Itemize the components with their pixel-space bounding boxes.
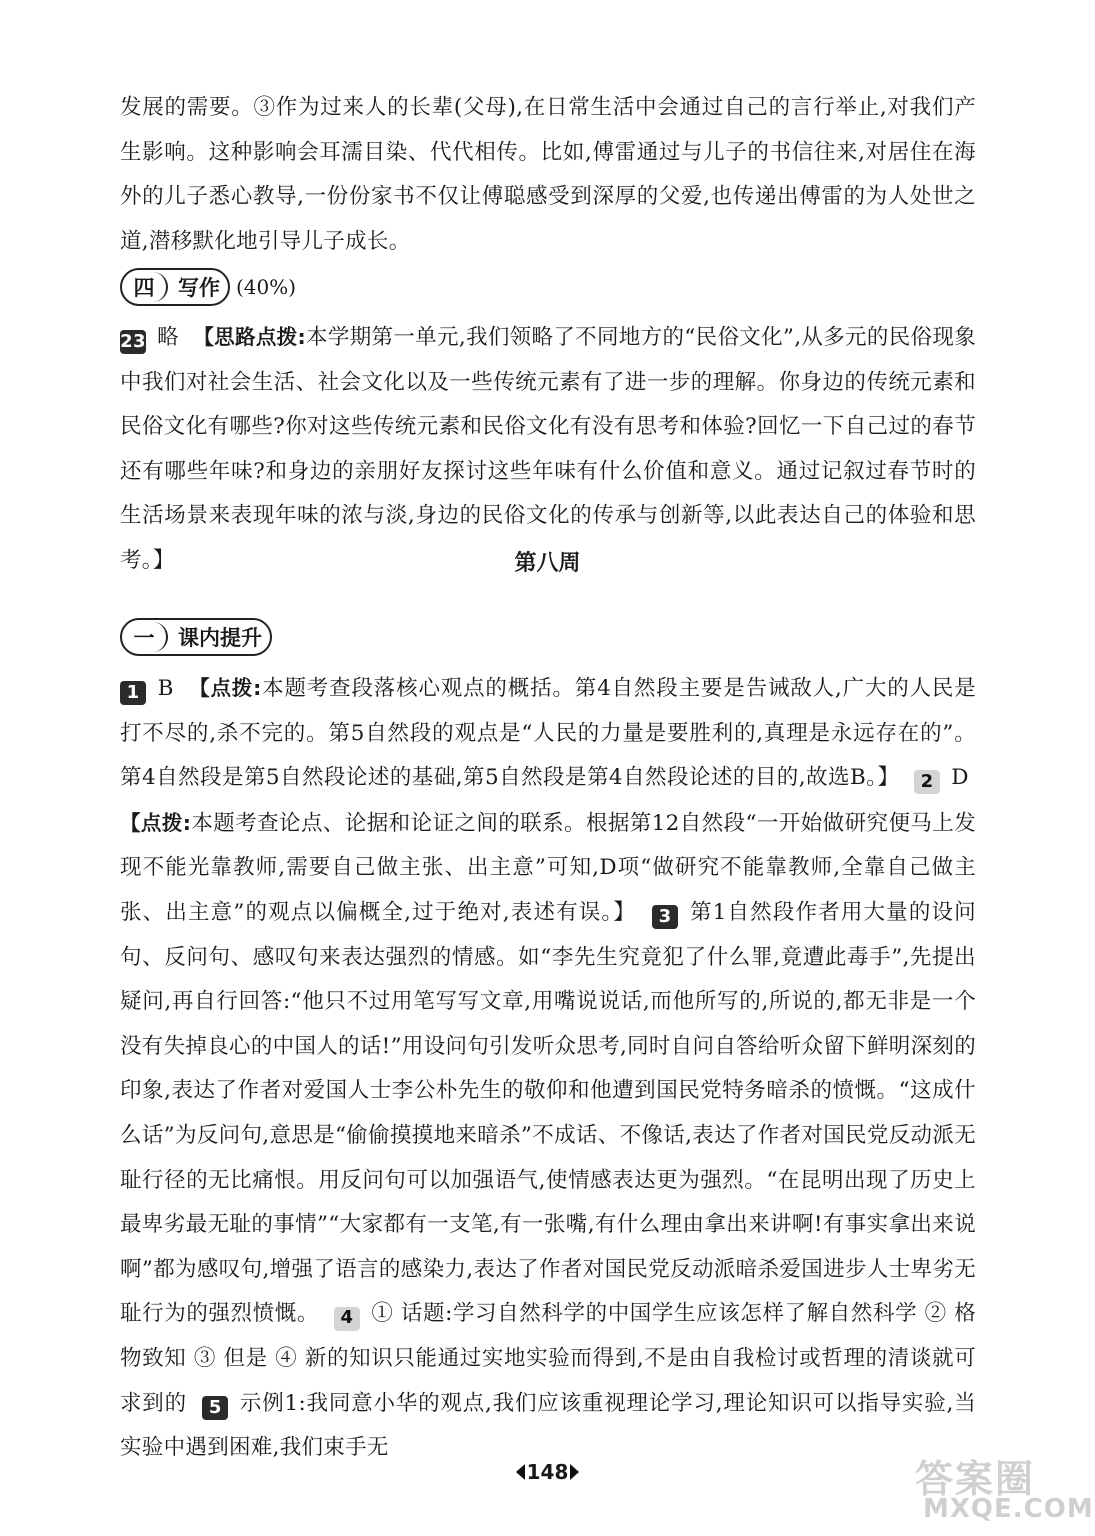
section-title: 写作 bbox=[178, 276, 220, 300]
tip-text: 本题考查段落核心观点的概括。第4自然段主要是告诫敌人,广大的人民是打不尽的,杀不完的。第5自然段的观点是“人民的力量是要胜利的,真理是永远存在的”。第4自然段是第5自然段论述的基础,第5自然段是第4自然段论述的目的,故选B。】 bbox=[120, 676, 976, 791]
question-23 bbox=[120, 315, 976, 584]
question-number-badge: 5 bbox=[202, 1396, 228, 1420]
question-number-badge: 3 bbox=[652, 905, 678, 929]
left-triangle-icon bbox=[516, 1464, 525, 1480]
question-number-badge: 4 bbox=[334, 1307, 360, 1331]
section-heading-inclass bbox=[120, 618, 272, 656]
tip-label: 【思路点拨: bbox=[193, 325, 306, 349]
answer: B bbox=[157, 676, 174, 701]
question-number-badge: 2 bbox=[914, 770, 940, 794]
tip-text: 本题考查论点、论据和论证之间的联系。根据第12自然段“一开始做研究便马上发现不能光靠教师,需要自己做主张、出主意”可知,D项“做研究不能靠教师,全靠自己做主张、出主意”的观点以偏概全,过于绝对,表述有误。】 bbox=[120, 810, 977, 925]
question-number-badge: 23 bbox=[120, 330, 146, 354]
question-number-badge: 1 bbox=[120, 681, 146, 705]
section-title: 课内提升 bbox=[178, 626, 262, 650]
answer-text: ① 话题:学习自然科学的中国学生应该怎样了解自然科学 ② 格物致知 ③ 但是 ④ 新的知识只能通过实地实验而得到,不是由自我检讨或哲理的清谈就可求到的 bbox=[120, 1301, 977, 1416]
tip-label: 【点拨: bbox=[120, 810, 192, 835]
answer-text: 第1自然段作者用大量的设问句、反问句、感叹句来表达强烈的情感。如“李先生究竟犯了什么罪,竟遭此毒手”,先提出疑问,再自行回答:“他只不过用笔写写文章,用嘴说说话,而他所写的,所说的,都无非是一个没有失掉良心的中国人的话!”用设问句引发听众思考,同时自问自答给听众留下鲜明深刻的印象,表达了作者对爱国人士李公朴先生的敬仰和他遭到国民党特务暗杀的愤慨。“这成什么话”为反问句,意思是“偷偷摸摸地来暗杀”不成话、不像话,表达了作者对国民党反动派无耻行径的无比痛恨。用反问句可以加强语气,使情感表达更为强烈。“在昆明出现了历史上最卑劣最无耻的事情”“大家都有一支笔,有一张嘴,有什么理由拿出来讲啊!有事实拿出来说啊”都为感叹句,增强了语言的感染力,表达了作者对国民党反动派暗杀爱国进步人士卑劣无耻行为的强烈愤慨。 bbox=[120, 899, 976, 1327]
section-number: 一 bbox=[122, 622, 168, 652]
week-title: 第八周 bbox=[514, 551, 581, 576]
page-number-text: 148 bbox=[526, 1460, 569, 1484]
section-number: 四 bbox=[122, 272, 168, 302]
tip-text: 本学期第一单元,我们领略了不同地方的“民俗文化”,从多元的民俗现象中我们对社会生活、社会文化以及一些传统元素有了进一步的理解。你身边的传统元素和民俗文化有哪些?你对这些传统元素和民俗文化有没有思考和体验?回忆一下自己过的春节还有哪些年味?和身边的亲朋好友探讨这些年味有什么价值和意义。通过记叙过春节时的生活场景来表现年味的浓与淡,身边的民俗文化的传承与创新等,以此表达自己的体验和思考。】 bbox=[120, 325, 976, 573]
right-triangle-icon bbox=[570, 1464, 579, 1480]
top-paragraph: 发展的需要。③作为过来人的长辈(父母),在日常生活中会通过自己的言行举止,对我们产生影响。这种影响会耳濡目染、代代相传。比如,傅雷通过与儿子的书信往来,对居住在海外的儿子悉心教导,一份份家书不仅让傅聪感受到深厚的父爱,也传递出傅雷的为人处世之道,潜移默化地引导儿子成长。 bbox=[120, 95, 976, 254]
answers-block bbox=[120, 666, 976, 1471]
section-pill bbox=[120, 618, 272, 656]
watermark-cn: 答案圈 bbox=[915, 1457, 1036, 1501]
section-pill bbox=[120, 268, 230, 306]
answer: D bbox=[951, 765, 969, 791]
watermark-logo bbox=[905, 1448, 1094, 1528]
tip-label: 【点拨: bbox=[189, 676, 262, 700]
section-heading-writing bbox=[120, 268, 296, 306]
section-percent: (40%) bbox=[236, 275, 297, 299]
answer: 略 bbox=[157, 325, 180, 350]
watermark-en: MXQE.COM bbox=[923, 1494, 1094, 1524]
answer-text: 示例1:我同意小华的观点,我们应该重视理论学习,理论知识可以指导实验,当实验中遇到困难,我们束手无 bbox=[120, 1390, 976, 1461]
